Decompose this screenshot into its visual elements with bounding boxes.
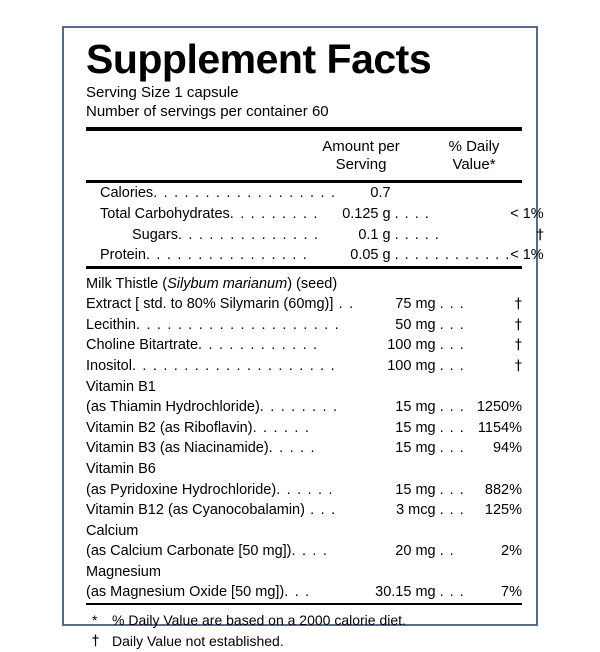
table-row	[86, 335, 522, 356]
row-label: Extract [ std. to 80% Silymarin (60mg)]	[86, 296, 334, 313]
row-label: Vitamin B3 (as Niacinamide)	[86, 440, 269, 457]
row-amount: 15 mg	[395, 440, 436, 457]
table-row	[86, 562, 522, 583]
footnote-text: Daily Value not established.	[112, 632, 284, 649]
row-amount: 0.7	[370, 185, 391, 202]
row-leader: . . . . . . . . . . . . . . . .	[145, 247, 309, 264]
table-row	[86, 480, 522, 501]
ingredients-table	[86, 269, 522, 603]
row-label: (as Thiamin Hydrochloride)	[86, 399, 260, 416]
footnotes	[86, 605, 522, 652]
row-dots: . . .	[439, 358, 465, 375]
row-dots: . . .	[439, 316, 465, 333]
row-dots: . . . .	[394, 206, 430, 222]
row-leader: . . . . . . . . . . . . . . . . . . . .	[135, 316, 340, 333]
row-amount: 15 mg	[395, 481, 436, 498]
row-daily-value: 2%	[501, 543, 522, 560]
footnote-marker: †	[92, 632, 99, 649]
row-amount: 50 mg	[395, 316, 436, 333]
row-dots: . . .	[439, 440, 465, 457]
row-amount: 100 mg	[387, 358, 436, 375]
row-label: Vitamin B6	[86, 460, 156, 477]
row-dots: . . .	[439, 584, 465, 601]
row-dots: . . .	[439, 419, 465, 436]
row-daily-value: †	[514, 358, 522, 375]
row-label: Magnesium	[86, 563, 161, 580]
footnote-text: % Daily Value are based on a 2000 calorie diet.	[112, 611, 406, 628]
table-row	[86, 582, 522, 603]
row-daily-value: 1250%	[476, 399, 522, 416]
row-daily-value: < 1%	[510, 206, 544, 222]
footnote-marker: *	[92, 611, 98, 628]
row-daily-value: 94%	[492, 440, 522, 457]
row-leader: . . . . . . . . . . . . . .	[177, 226, 320, 243]
row-leader: . . . .	[291, 543, 329, 560]
row-label: Protein	[100, 247, 146, 264]
row-amount: 30.15 mg	[375, 584, 436, 601]
table-row	[86, 294, 522, 315]
row-label: Calories	[100, 185, 154, 202]
row-amount: 0.05 g	[350, 247, 391, 264]
row-dots	[391, 183, 511, 204]
nutrition-table	[86, 183, 544, 265]
row-label-suffix: ) (seed)	[287, 275, 338, 292]
table-row	[86, 377, 522, 398]
row-daily-value: 1154%	[477, 419, 522, 436]
row-leader: . . . . . . . .	[259, 399, 339, 416]
row-label: Vitamin B12 (as Cyanocobalamin)	[86, 502, 305, 519]
row-label: (as Calcium Carbonate [50 mg])	[86, 543, 292, 560]
table-row	[86, 269, 522, 295]
row-daily-value: 125%	[484, 502, 522, 519]
row-dots: . . .	[439, 399, 465, 416]
row-daily-value: †	[514, 337, 522, 354]
row-daily-value	[510, 183, 543, 204]
row-leader: . . . . . . . . . . . . . . . . . . . .	[131, 358, 336, 375]
table-row	[86, 245, 544, 266]
row-dots: . . . . . . . . . . . .	[394, 247, 511, 264]
row-amount: 3 mcg	[396, 502, 436, 519]
footnote-row	[86, 631, 522, 652]
row-label: Sugars	[132, 226, 178, 243]
row-dots: . . .	[439, 502, 465, 519]
table-row	[86, 521, 522, 542]
supplement-facts-content	[86, 36, 544, 652]
row-daily-value: †	[536, 226, 544, 243]
row-label: Choline Bitartrate	[86, 337, 199, 354]
row-dots: . . .	[439, 481, 465, 498]
dv-header-line2: Value*	[452, 156, 496, 174]
row-amount: 0.1 g	[358, 226, 391, 243]
page-title: Supplement Facts	[86, 36, 432, 82]
row-amount: 20 mg	[395, 543, 436, 560]
row-leader: . . .	[304, 502, 337, 519]
row-label: Total Carbohydrates	[100, 206, 230, 222]
row-dots: . . .	[439, 296, 465, 313]
amount-header-line1: Amount per	[322, 138, 400, 156]
table-row	[86, 204, 544, 225]
row-amount: 15 mg	[395, 419, 436, 436]
row-label: Milk Thistle (	[86, 275, 168, 292]
row-amount: 15 mg	[395, 399, 436, 416]
row-dots: . .	[439, 543, 455, 560]
row-daily-value: †	[514, 296, 522, 313]
serving-size: Serving Size 1 capsule	[86, 84, 239, 102]
daily-value-header	[426, 138, 522, 174]
row-label: Inositol	[86, 358, 132, 375]
row-leader: . . . . . .	[276, 481, 334, 498]
table-row	[86, 397, 522, 418]
row-leader: . . . . .	[268, 440, 316, 457]
row-dots: . . .	[439, 337, 465, 354]
row-leader: . . . . . . . . . . . .	[198, 337, 319, 354]
row-leader: . . . . . . . . . . . . . . . . . .	[153, 185, 337, 202]
row-label: Calcium	[86, 522, 139, 539]
row-leader: . . . . . . . . .	[229, 206, 319, 222]
table-row	[86, 500, 522, 521]
dv-header-line1: % Daily	[448, 138, 500, 156]
row-label: Lecithin	[86, 316, 136, 333]
table-row	[86, 225, 544, 246]
column-headers	[86, 131, 522, 180]
table-row	[86, 438, 522, 459]
row-label: (as Magnesium Oxide [50 mg])	[86, 584, 285, 601]
table-row	[86, 183, 544, 204]
footnote-row	[86, 610, 522, 631]
row-label: (as Pyridoxine Hydrochloride)	[86, 481, 277, 498]
table-row	[86, 418, 522, 439]
amount-header-line2: Serving	[335, 156, 387, 174]
row-daily-value: < 1%	[510, 247, 544, 264]
table-row	[86, 356, 522, 377]
row-leader: . . . . . .	[252, 419, 311, 436]
row-amount: 75 mg	[395, 296, 436, 313]
amount-per-serving-header	[296, 138, 426, 174]
row-label: Vitamin B2 (as Riboflavin)	[86, 419, 253, 436]
row-daily-value: 7%	[501, 584, 522, 601]
row-dots: . . . . .	[394, 226, 440, 243]
row-leader: . . .	[284, 584, 311, 601]
row-amount: 100 mg	[387, 337, 436, 354]
row-daily-value: †	[514, 316, 522, 333]
row-daily-value: 882%	[484, 481, 522, 498]
table-row	[86, 315, 522, 336]
row-label: Vitamin B1	[86, 378, 156, 395]
row-amount: 0.125 g	[342, 206, 391, 222]
supplement-facts-panel	[62, 26, 544, 649]
table-row	[86, 541, 522, 562]
row-leader: . .	[333, 296, 355, 313]
row-label-italic: Silybum marianum	[167, 275, 288, 292]
servings-per-container: Number of servings per container 60	[86, 103, 329, 121]
table-row	[86, 459, 522, 480]
